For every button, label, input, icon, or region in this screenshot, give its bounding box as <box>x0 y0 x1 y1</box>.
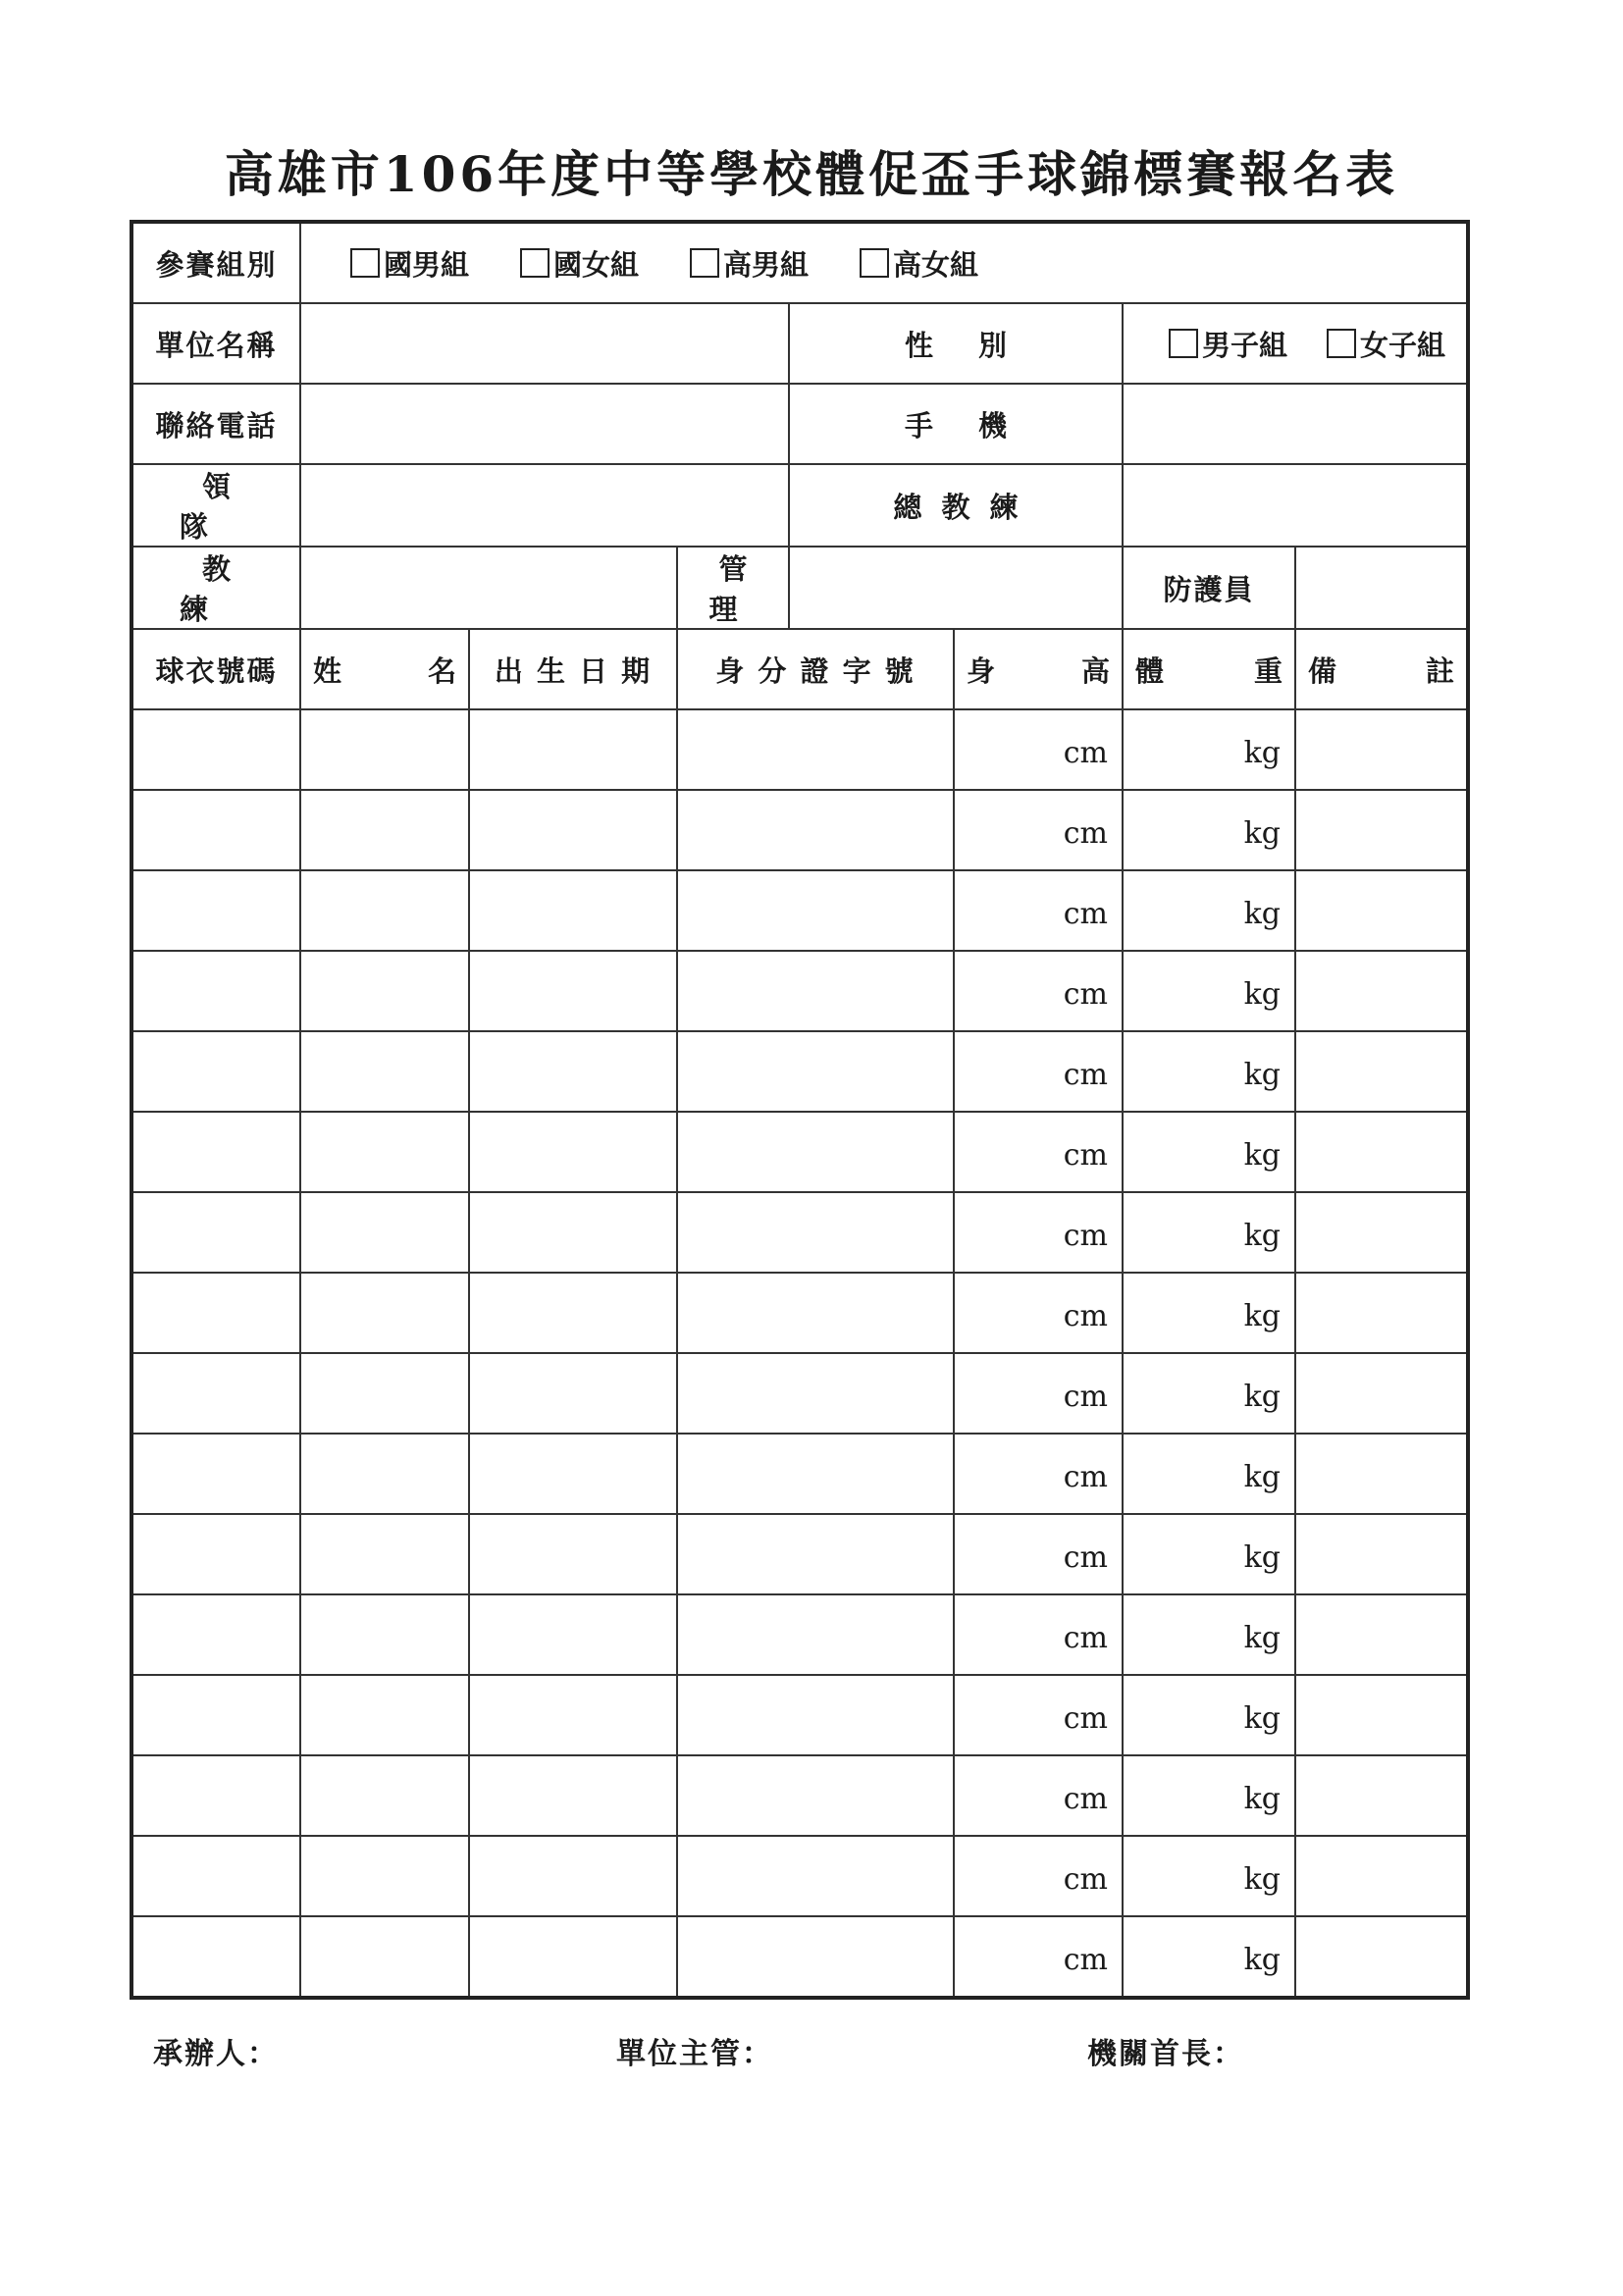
jersey-cell[interactable] <box>131 1112 300 1192</box>
birth-cell[interactable] <box>469 1434 677 1514</box>
note-cell[interactable] <box>1295 870 1468 951</box>
weight-cell[interactable] <box>1123 1112 1295 1192</box>
unit-label: kg <box>1243 1218 1281 1253</box>
checkbox-icon[interactable] <box>520 248 550 278</box>
weight-cell[interactable] <box>1123 1353 1295 1434</box>
note-cell[interactable] <box>1295 1675 1468 1755</box>
checkbox-icon[interactable] <box>690 248 719 278</box>
head-coach-label-cell <box>789 464 1123 547</box>
checkbox-label: 男子組 <box>1202 328 1288 362</box>
unit-row <box>131 303 1468 384</box>
unit-label: kg <box>1243 1781 1281 1816</box>
note-cell[interactable] <box>1295 1594 1468 1675</box>
supervisor-signature: 單位主管： <box>616 2037 773 2071</box>
jersey-cell[interactable] <box>131 1514 300 1594</box>
protector-label: 防護員 <box>1163 572 1255 606</box>
roster-row <box>131 1916 1468 1998</box>
division-option-0[interactable] <box>350 243 469 284</box>
name-cell[interactable] <box>300 1594 469 1675</box>
mobile-label-cell <box>789 384 1123 464</box>
phone-label: 聯絡電話 <box>155 408 278 443</box>
id-header: 身 分 證 字 號 <box>677 629 954 709</box>
unit-label: kg <box>1243 1620 1281 1655</box>
coach-row <box>131 547 1468 629</box>
roster-row <box>131 870 1468 951</box>
weight-cell[interactable] <box>1123 790 1295 870</box>
jersey-cell[interactable] <box>131 1434 300 1514</box>
weight-cell[interactable] <box>1123 1916 1295 1998</box>
gender-options-cell <box>1123 303 1468 384</box>
height-cell[interactable] <box>954 1031 1123 1112</box>
mobile-field[interactable] <box>1123 384 1468 464</box>
unit-label: kg <box>1243 1137 1281 1173</box>
checkbox-label: 高女組 <box>893 247 979 282</box>
leader-row <box>131 464 1468 547</box>
note-cell[interactable] <box>1295 1273 1468 1353</box>
head-signature: 機關首長： <box>1087 2037 1244 2071</box>
name-cell[interactable] <box>300 1675 469 1755</box>
unit-label: cm <box>1063 1459 1108 1494</box>
unit-label: kg <box>1243 1942 1281 1977</box>
height-cell[interactable] <box>954 1675 1123 1755</box>
id-cell[interactable] <box>677 1112 954 1192</box>
name-cell[interactable] <box>300 790 469 870</box>
division-option-2[interactable] <box>690 243 809 284</box>
checkbox-label: 國男組 <box>384 247 470 282</box>
id-cell[interactable] <box>677 1192 954 1273</box>
roster-row <box>131 1755 1468 1836</box>
name-cell[interactable] <box>300 1755 469 1836</box>
birth-header: 出 生 日 期 <box>469 629 677 709</box>
unit-label: cm <box>1063 1942 1108 1977</box>
weight-header: 體 重 <box>1123 629 1295 709</box>
weight-cell[interactable] <box>1123 1031 1295 1112</box>
id-cell[interactable] <box>677 1031 954 1112</box>
height-cell[interactable] <box>954 1916 1123 1998</box>
roster-row <box>131 1112 1468 1192</box>
unit-label: kg <box>1243 1057 1281 1092</box>
birth-cell[interactable] <box>469 870 677 951</box>
weight-cell[interactable] <box>1123 1755 1295 1836</box>
gender-options <box>1124 324 1466 364</box>
head-coach-field[interactable] <box>1123 464 1468 547</box>
manager-field[interactable] <box>789 547 1123 629</box>
id-cell[interactable] <box>677 1755 954 1836</box>
height-cell[interactable] <box>954 790 1123 870</box>
roster-row <box>131 1353 1468 1434</box>
birth-cell[interactable] <box>469 1836 677 1916</box>
unit-label: cm <box>1063 1700 1108 1736</box>
phone-label-cell <box>131 384 300 464</box>
unit-label: cm <box>1063 1539 1108 1575</box>
coach-label-cell <box>131 547 300 629</box>
id-cell[interactable] <box>677 1434 954 1514</box>
unit-label: cm <box>1063 1620 1108 1655</box>
jersey-cell[interactable] <box>131 1353 300 1434</box>
unit-label: kg <box>1243 815 1281 851</box>
unit-label: kg <box>1243 735 1281 770</box>
unit-name-label-cell <box>131 303 300 384</box>
jersey-cell[interactable] <box>131 1916 300 1998</box>
note-cell[interactable] <box>1295 709 1468 790</box>
id-cell[interactable] <box>677 870 954 951</box>
height-cell[interactable] <box>954 1192 1123 1273</box>
unit-label: cm <box>1063 1861 1108 1897</box>
form-title: 高雄市106年度中等學校體促盃手球錦標賽報名表 <box>224 145 1399 203</box>
jersey-cell[interactable] <box>131 1273 300 1353</box>
weight-cell[interactable] <box>1123 1273 1295 1353</box>
division-option-1[interactable] <box>520 243 639 284</box>
name-cell[interactable] <box>300 870 469 951</box>
roster-row <box>131 790 1468 870</box>
jersey-cell[interactable] <box>131 1031 300 1112</box>
unit-label: kg <box>1243 976 1281 1012</box>
jersey-cell[interactable] <box>131 790 300 870</box>
birth-cell[interactable] <box>469 951 677 1031</box>
checkbox-label: 高男組 <box>723 247 810 282</box>
id-cell[interactable] <box>677 1675 954 1755</box>
gender-label: 性別 <box>904 328 1052 362</box>
id-cell[interactable] <box>677 1273 954 1353</box>
note-header: 備 註 <box>1295 629 1468 709</box>
roster-row <box>131 1675 1468 1755</box>
unit-label: cm <box>1063 735 1108 770</box>
manager-label-cell <box>677 547 789 629</box>
birth-cell[interactable] <box>469 1112 677 1192</box>
note-cell[interactable] <box>1295 790 1468 870</box>
birth-cell[interactable] <box>469 1273 677 1353</box>
division-label: 參賽組別 <box>155 247 278 282</box>
jersey-header: 球衣號碼 <box>131 629 300 709</box>
weight-cell[interactable] <box>1123 1594 1295 1675</box>
birth-cell[interactable] <box>469 790 677 870</box>
weight-cell[interactable] <box>1123 1192 1295 1273</box>
roster-row <box>131 1273 1468 1353</box>
manager-label: 管理 <box>708 552 767 626</box>
handler-signature: 承辦人： <box>153 2037 279 2071</box>
checkbox-icon[interactable] <box>1327 329 1356 358</box>
phone-row <box>131 384 1468 464</box>
name-header: 姓 名 <box>300 629 469 709</box>
jersey-cell[interactable] <box>131 1594 300 1675</box>
unit-name-label: 單位名稱 <box>155 328 278 362</box>
note-cell[interactable] <box>1295 1755 1468 1836</box>
checkbox-label: 女子組 <box>1360 328 1446 362</box>
roster-header-row <box>131 629 1468 709</box>
mobile-label: 手機 <box>904 408 1052 443</box>
jersey-cell[interactable] <box>131 1192 300 1273</box>
jersey-cell[interactable] <box>131 709 300 790</box>
note-cell[interactable] <box>1295 1353 1468 1434</box>
height-cell[interactable] <box>954 1353 1123 1434</box>
birth-cell[interactable] <box>469 1755 677 1836</box>
jersey-cell[interactable] <box>131 1675 300 1755</box>
jersey-cell[interactable] <box>131 870 300 951</box>
division-label-cell <box>131 222 300 303</box>
roster-row <box>131 709 1468 790</box>
checkbox-icon[interactable] <box>860 248 889 278</box>
name-cell[interactable] <box>300 1353 469 1434</box>
roster-row <box>131 1836 1468 1916</box>
weight-cell[interactable] <box>1123 709 1295 790</box>
roster-row <box>131 951 1468 1031</box>
name-cell[interactable] <box>300 1514 469 1594</box>
roster-row <box>131 1514 1468 1594</box>
id-cell[interactable] <box>677 1916 954 1998</box>
id-cell[interactable] <box>677 709 954 790</box>
height-header: 身 高 <box>954 629 1123 709</box>
id-cell[interactable] <box>677 1594 954 1675</box>
coach-label: 教練 <box>179 552 276 626</box>
birth-cell[interactable] <box>469 1514 677 1594</box>
name-cell[interactable] <box>300 1031 469 1112</box>
weight-cell[interactable] <box>1123 1514 1295 1594</box>
jersey-cell[interactable] <box>131 1836 300 1916</box>
name-cell[interactable] <box>300 1916 469 1998</box>
note-cell[interactable] <box>1295 951 1468 1031</box>
unit-label: kg <box>1243 1459 1281 1494</box>
name-cell[interactable] <box>300 1192 469 1273</box>
unit-label: cm <box>1063 976 1108 1012</box>
name-cell[interactable] <box>300 951 469 1031</box>
unit-label: cm <box>1063 1781 1108 1816</box>
unit-label: kg <box>1243 1861 1281 1897</box>
unit-label: cm <box>1063 1137 1108 1173</box>
birth-cell[interactable] <box>469 1675 677 1755</box>
note-cell[interactable] <box>1295 1031 1468 1112</box>
height-cell[interactable] <box>954 951 1123 1031</box>
weight-cell[interactable] <box>1123 951 1295 1031</box>
height-cell[interactable] <box>954 1755 1123 1836</box>
note-cell[interactable] <box>1295 1112 1468 1192</box>
checkbox-icon[interactable] <box>350 248 380 278</box>
unit-label: cm <box>1063 1057 1108 1092</box>
note-cell[interactable] <box>1295 1916 1468 1998</box>
gender-option-0[interactable] <box>1169 324 1287 364</box>
roster-body <box>131 709 1468 1998</box>
jersey-cell[interactable] <box>131 951 300 1031</box>
note-cell[interactable] <box>1295 1192 1468 1273</box>
unit-label: cm <box>1063 1298 1108 1333</box>
id-cell[interactable] <box>677 1836 954 1916</box>
name-cell[interactable] <box>300 1112 469 1192</box>
birth-cell[interactable] <box>469 1594 677 1675</box>
unit-label: kg <box>1243 896 1281 931</box>
height-cell[interactable] <box>954 1273 1123 1353</box>
unit-label: cm <box>1063 815 1108 851</box>
name-cell[interactable] <box>300 1273 469 1353</box>
division-options <box>301 243 1466 284</box>
leader-label-cell <box>131 464 300 547</box>
birth-cell[interactable] <box>469 1192 677 1273</box>
division-row <box>131 222 1468 303</box>
name-cell[interactable] <box>300 1434 469 1514</box>
jersey-cell[interactable] <box>131 1755 300 1836</box>
height-cell[interactable] <box>954 1112 1123 1192</box>
phone-field[interactable] <box>300 384 789 464</box>
roster-row <box>131 1594 1468 1675</box>
height-cell[interactable] <box>954 1594 1123 1675</box>
weight-cell[interactable] <box>1123 1434 1295 1514</box>
id-cell[interactable] <box>677 790 954 870</box>
birth-cell[interactable] <box>469 1353 677 1434</box>
note-cell[interactable] <box>1295 1434 1468 1514</box>
roster-row <box>131 1031 1468 1112</box>
id-cell[interactable] <box>677 951 954 1031</box>
weight-cell[interactable] <box>1123 1675 1295 1755</box>
birth-cell[interactable] <box>469 1031 677 1112</box>
roster-row <box>131 1434 1468 1514</box>
roster-row <box>131 1192 1468 1273</box>
leader-field[interactable] <box>300 464 789 547</box>
note-cell[interactable] <box>1295 1514 1468 1594</box>
protector-label-cell <box>1123 547 1295 629</box>
weight-cell[interactable] <box>1123 870 1295 951</box>
division-option-3[interactable] <box>860 243 978 284</box>
name-cell[interactable] <box>300 1836 469 1916</box>
unit-label: kg <box>1243 1700 1281 1736</box>
checkbox-icon[interactable] <box>1169 329 1198 358</box>
unit-label: kg <box>1243 1298 1281 1333</box>
head-coach-label: 總教練 <box>893 490 1038 524</box>
name-cell[interactable] <box>300 709 469 790</box>
birth-cell[interactable] <box>469 1916 677 1998</box>
protector-field[interactable] <box>1295 547 1468 629</box>
unit-label: kg <box>1243 1379 1281 1414</box>
height-cell[interactable] <box>954 1434 1123 1514</box>
unit-label: kg <box>1243 1539 1281 1575</box>
id-cell[interactable] <box>677 1514 954 1594</box>
coach-field[interactable] <box>300 547 677 629</box>
height-cell[interactable] <box>954 870 1123 951</box>
registration-form <box>130 220 1470 2000</box>
id-cell[interactable] <box>677 1353 954 1434</box>
checkbox-label: 國女組 <box>553 247 640 282</box>
weight-cell[interactable] <box>1123 1836 1295 1916</box>
height-cell[interactable] <box>954 709 1123 790</box>
height-cell[interactable] <box>954 1514 1123 1594</box>
unit-label: cm <box>1063 1218 1108 1253</box>
division-options-cell <box>300 222 1468 303</box>
height-cell[interactable] <box>954 1836 1123 1916</box>
gender-label-cell <box>789 303 1123 384</box>
unit-name-field[interactable] <box>300 303 789 384</box>
gender-option-1[interactable] <box>1327 324 1445 364</box>
birth-cell[interactable] <box>469 709 677 790</box>
note-cell[interactable] <box>1295 1836 1468 1916</box>
unit-label: cm <box>1063 896 1108 931</box>
leader-label: 領隊 <box>179 470 276 544</box>
unit-label: cm <box>1063 1379 1108 1414</box>
